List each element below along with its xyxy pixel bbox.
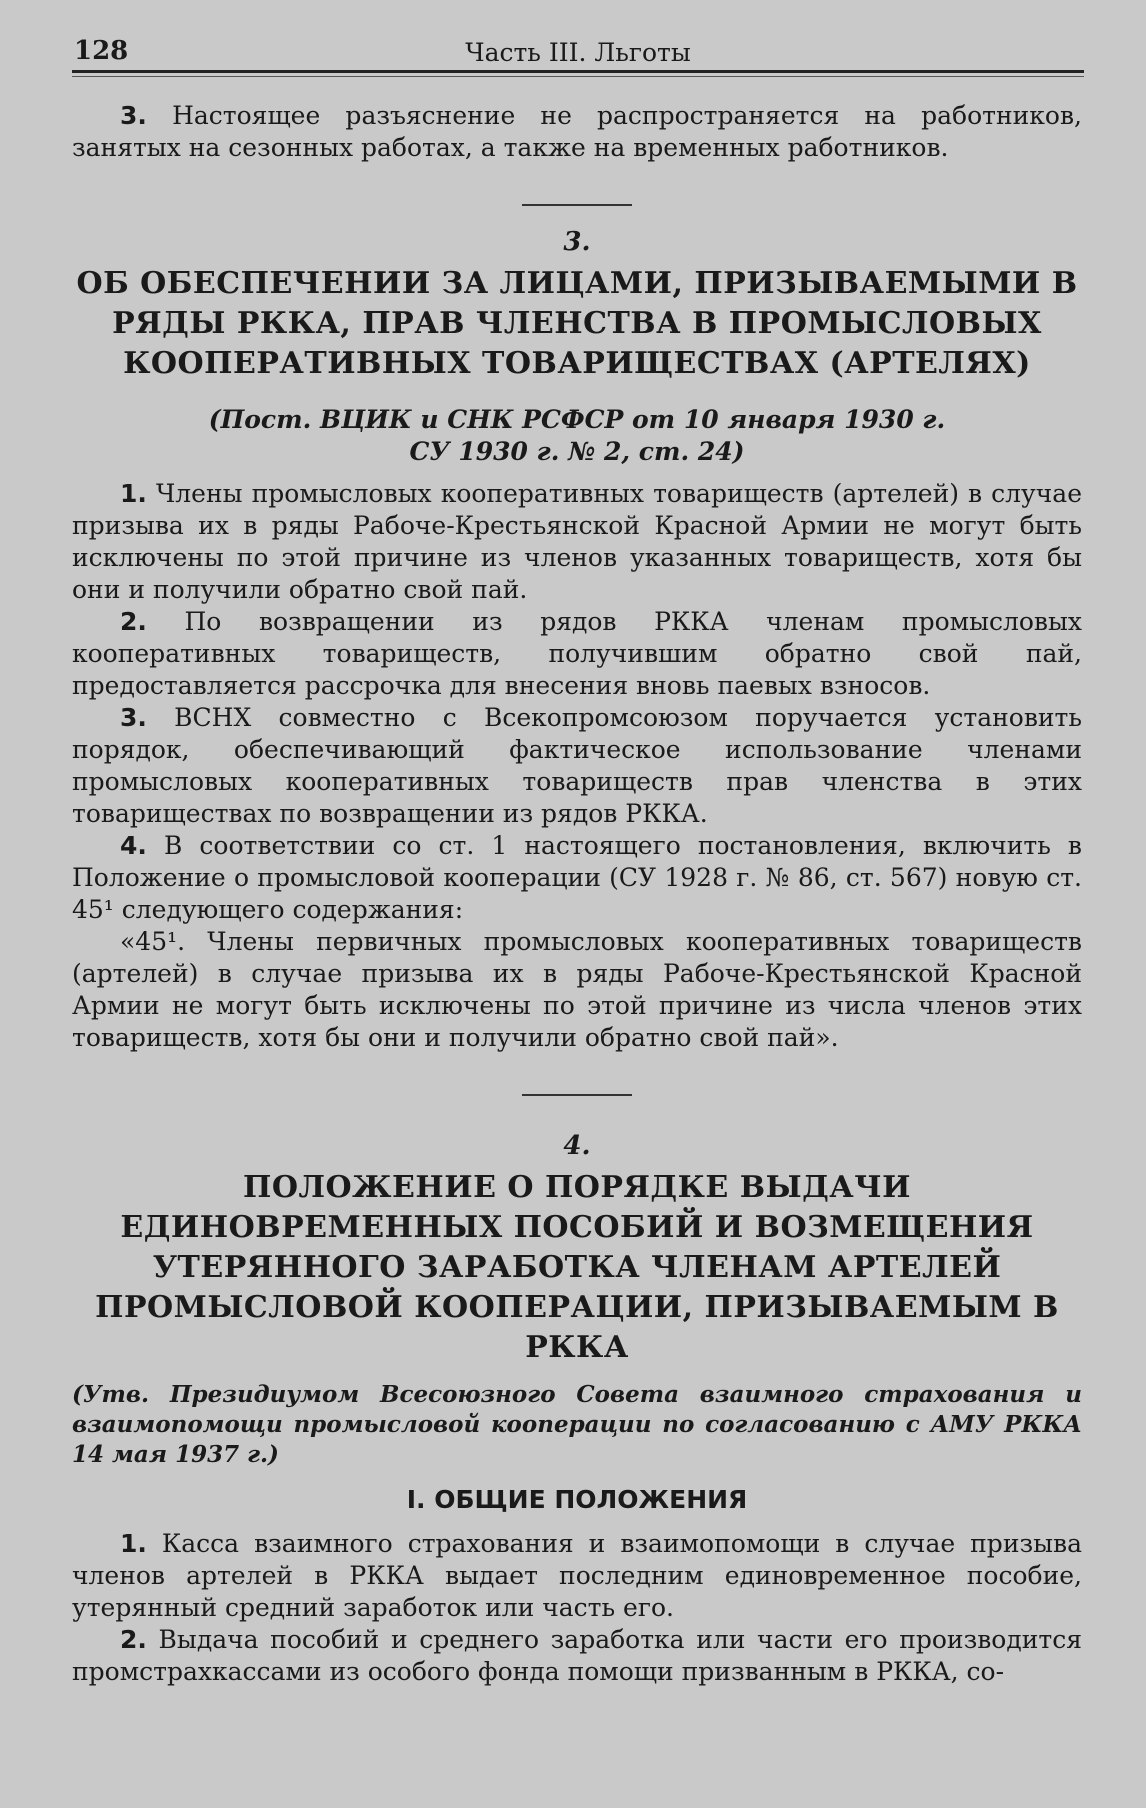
paragraph-number: 3. bbox=[120, 101, 147, 130]
section-3-paragraph-1 bbox=[72, 478, 1082, 606]
section-divider bbox=[522, 1094, 632, 1096]
paragraph-number: 2. bbox=[120, 607, 147, 636]
section-4-paragraph-1 bbox=[72, 1528, 1082, 1624]
section-3-paragraph-3 bbox=[72, 702, 1082, 830]
paragraph-text: Члены промысловых кооперативных товариществ (артелей) в случае призыва их в ряды Рабоче-Крестьянской Красной Армии не могут быть исключены по этой причине из членов указанных товариществ, хотя бы они и получили обратно свой пай. bbox=[72, 479, 1082, 604]
paragraph-number: 1. bbox=[120, 1529, 147, 1558]
section-3-source bbox=[72, 404, 1082, 468]
paragraph-text: Касса взаимного страхования и взаимопомощи в случае призыва членов артелей в РККА выдает последним единовременное пособие, утерянный средний заработок или часть его. bbox=[72, 1529, 1082, 1622]
paragraph-number: 2. bbox=[120, 1625, 147, 1654]
running-head bbox=[72, 30, 1084, 73]
section-3-paragraph-4 bbox=[72, 830, 1082, 926]
intro-paragraph-3 bbox=[72, 100, 1082, 164]
section-3-title: ОБ ОБЕСПЕЧЕНИИ ЗА ЛИЦАМИ, ПРИЗЫВАЕМЫМИ В РЯДЫ РККА, ПРАВ ЧЛЕНСТВА В ПРОМЫСЛОВЫХ КООПЕРАТИВНЫХ ТОВАРИЩЕСТВАХ (АРТЕЛЯХ) bbox=[76, 266, 1078, 381]
section-4-source: (Утв. Президиумом Всесоюзного Совета взаимного страхования и взаимопомощи промысловой кооперации по согласованию с АМУ РККА 14 мая 1937 г.) bbox=[72, 1381, 1082, 1468]
paragraph-number: 4. bbox=[120, 831, 147, 860]
section-3-source-line-2: СУ 1930 г. № 2, ст. 24) bbox=[409, 437, 745, 466]
page-body bbox=[72, 100, 1082, 1688]
paragraph-text: Выдача пособий и среднего заработка или части его производится промстрахкассами из особого фонда помощи призванным в РККА, со- bbox=[72, 1625, 1082, 1686]
page-number: 128 bbox=[74, 36, 129, 66]
section-4-title: ПОЛОЖЕНИЕ О ПОРЯДКЕ ВЫДАЧИ ЕДИНОВРЕМЕННЫХ ПОСОБИЙ И ВОЗМЕЩЕНИЯ УТЕРЯННОГО ЗАРАБОТКА ЧЛЕНАМ АРТЕЛЕЙ ПРОМЫСЛОВОЙ КООПЕРАЦИИ, ПРИЗЫВАЕМЫМ В РККА bbox=[95, 1170, 1059, 1365]
subheading-general-provisions: I. ОБЩИЕ ПОЛОЖЕНИЯ bbox=[406, 1485, 748, 1514]
paragraph-text: Настоящее разъяснение не распространяется на работников, занятых на сезонных работах, а также на временных работников. bbox=[72, 101, 1082, 162]
paragraph-text: По возвращении из рядов РККА членам промысловых кооперативных товариществ, получившим обратно свой пай, предоставляется рассрочка для внесения вновь паевых взносов. bbox=[72, 607, 1082, 700]
paragraph-text: В соответствии со ст. 1 настоящего постановления, включить в Положение о промысловой кооперации (СУ 1928 г. № 86, ст. 567) новую ст. 45¹ следующего содержания: bbox=[72, 831, 1082, 924]
section-4-number: 4. bbox=[563, 1131, 591, 1161]
section-3-paragraph-2 bbox=[72, 606, 1082, 702]
header-rule bbox=[72, 76, 1084, 77]
section-4-paragraph-2 bbox=[72, 1624, 1082, 1688]
section-divider bbox=[522, 204, 632, 206]
running-title: Часть III. Льготы bbox=[465, 38, 691, 67]
paragraph-number: 1. bbox=[120, 479, 147, 508]
section-3-quote: «45¹. Члены первичных промысловых кооперативных товариществ (артелей) в случае призыва их в ряды Рабоче-Крестьянской Красной Армии не могут быть исключены по этой причине из числа членов этих товариществ, хотя бы они и получили обратно свой пай». bbox=[72, 927, 1082, 1052]
section-3-source-line-1: (Пост. ВЦИК и СНК РСФСР от 10 января 1930 г. bbox=[208, 405, 946, 434]
paragraph-text: ВСНХ совместно с Всекопромсоюзом поручается установить порядок, обеспечивающий фактическое использование членами промысловых кооперативных товариществ прав членства в этих товариществах по возвращении из рядов РККА. bbox=[72, 703, 1082, 828]
paragraph-number: 3. bbox=[120, 703, 147, 732]
section-3-number: 3. bbox=[563, 227, 591, 257]
